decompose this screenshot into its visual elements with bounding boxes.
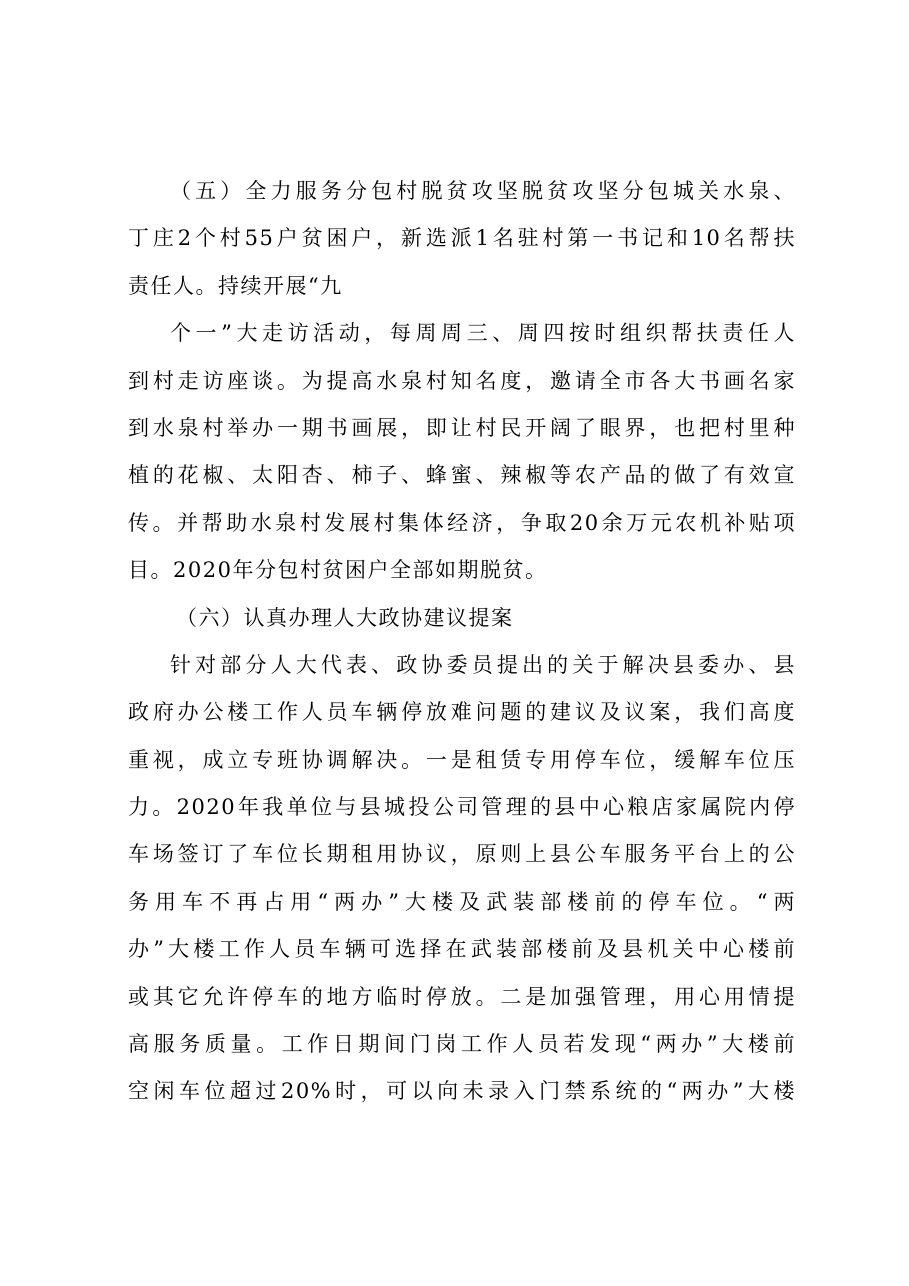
paragraph-line: 重视，成立专班协调解决。一是租赁专用停车位，缓解车位压 [128, 747, 796, 772]
paragraph-line: 针对部分人大代表、政协委员提出的关于解决县委办、县 [170, 652, 796, 677]
paragraph-line: 丁庄2个村55户贫困户，新选派1名驻村第一书记和10名帮扶 [128, 226, 796, 251]
paragraph-line: 责任人。持续开展“九 [128, 273, 343, 298]
paragraph-line: 或其它允许停车的地方临时停放。二是加强管理，用心用情提 [128, 984, 796, 1009]
paragraph-line: 车场签订了车位长期租用协议，原则上县公车服务平台上的公 [128, 842, 796, 867]
paragraph-line: 空闲车位超过20%时，可以向未录入门禁系统的“两办”大楼 [128, 1079, 796, 1104]
paragraph-line: 到水泉村举办一期书画展，即让村民开阔了眼界，也把村里种 [128, 415, 796, 440]
paragraph-line: 传。并帮助水泉村发展村集体经济，争取20余万元农机补贴项 [128, 510, 796, 535]
paragraph-line: 政府办公楼工作人员车辆停放难问题的建议及议案，我们高度 [128, 700, 796, 725]
paragraph-line: 务用车不再占用“两办”大楼及武装部楼前的停车位。“两 [128, 889, 796, 914]
paragraph-line: 植的花椒、太阳杏、柿子、蜂蜜、辣椒等农产品的做了有效宣 [128, 463, 796, 488]
paragraph-line: 到村走访座谈。为提高水泉村知名度，邀请全市各大书画名家 [128, 368, 796, 393]
paragraph-line: 办”大楼工作人员车辆可选择在武装部楼前及县机关中心楼前 [128, 937, 796, 962]
paragraph-line: 个一”大走访活动，每周周三、周四按时组织帮扶责任人 [170, 321, 796, 346]
section-heading: （六）认真办理人大政协建议提案 [176, 605, 514, 630]
paragraph-line: 目。2020年分包村贫困户全部如期脱贫。 [128, 558, 548, 583]
document-body [128, 168, 796, 1116]
paragraph-line: 高服务质量。工作日期间门岗工作人员若发现“两办”大楼前 [128, 1032, 796, 1057]
paragraph-line: 力。2020年我单位与县城投公司管理的县中心粮店家属院内停 [128, 795, 796, 820]
paragraph-line: （五）全力服务分包村脱贫攻坚脱贫攻坚分包城关水泉、 [170, 179, 796, 203]
